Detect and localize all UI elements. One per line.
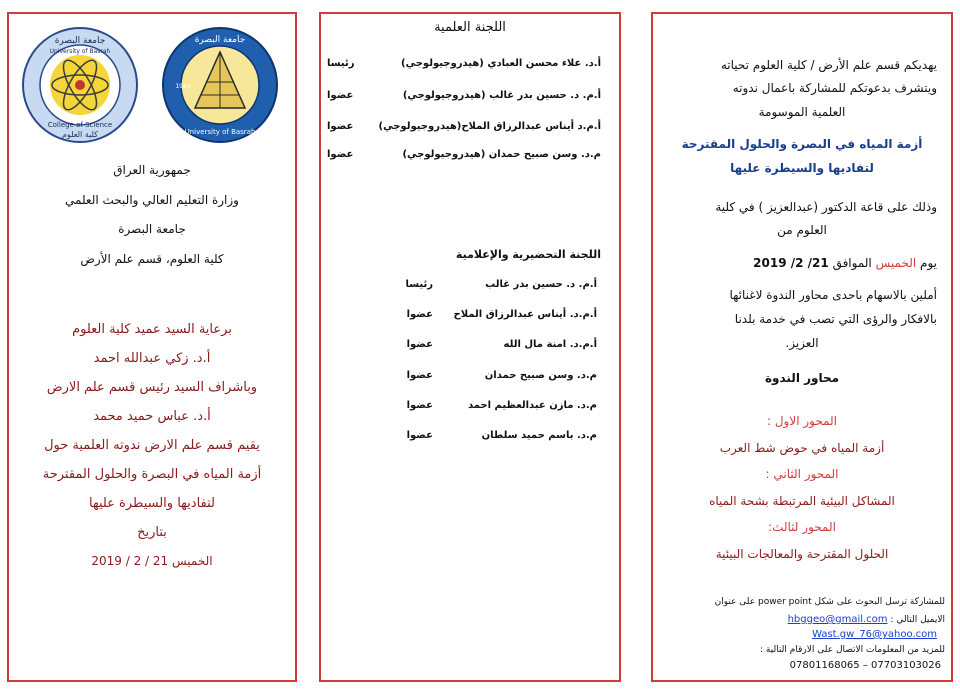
logo-science-line4: كلية العلوم (62, 130, 98, 139)
patron-line-8: بتاريخ (137, 525, 167, 540)
prep-member-1: أ.م. د. حسين بدر غالب (485, 279, 597, 290)
prep-member-4: م.د. وسن صبيح حمدان (484, 370, 597, 381)
prep-member-2: أ.م.د. أيناس عبدالرزاق الملاح (453, 309, 597, 320)
intro-line-3: العلمية الموسومة (758, 105, 846, 119)
hope-line-2: بالافكار والرؤى التي تصب في خدمة بلدنا (734, 312, 937, 326)
contact-email-line (788, 614, 945, 625)
sci-member-2: أ.م. د. حسين بدر غالب (هيدروجيولوجي) (402, 90, 601, 101)
institution-line-4: كلية العلوم، قسم علم الأرض (80, 252, 224, 266)
sci-role-3: عضوا (327, 121, 354, 132)
left-panel (7, 12, 297, 682)
college-of-science-logo (21, 26, 139, 148)
sci-role-4: عضوا (327, 149, 354, 160)
institution-line-2: وزارة التعليم العالي والبحث العلمي (65, 193, 239, 207)
logo-science-line1: جامعة البصرة (54, 36, 106, 46)
contact-phones: 07801168065 – 07703103026 (789, 660, 941, 671)
patron-line-6: أزمة المياه في البصرة والحلول المقترحة (42, 467, 262, 482)
institution-line-3: جامعة البصرة (118, 222, 186, 236)
date-prefix: يوم (920, 256, 937, 270)
email-label: الايميل التالي : (890, 615, 945, 625)
logo-science-line3: College of Science (47, 121, 113, 129)
seminar-title-line-1: أزمة المياه في البصرة والحلول المقترحة (681, 137, 923, 151)
sci-role-2: عضوا (327, 90, 354, 101)
preparatory-committee-title: اللجنة التحضيرية والإعلامية (455, 248, 601, 261)
email-link-gmail[interactable]: hbggeo@gmail.com (787, 614, 888, 625)
scientific-committee-title: اللجنة العلمية (434, 20, 506, 35)
hope-line-1: أملين بالاسهام باحدى محاور الندوة لاغنائها (729, 288, 937, 302)
axis-3-label: المحور لثالث: (768, 520, 836, 534)
prep-role-3: عضوا (406, 339, 433, 350)
axis-2-text: المشاكل البيئية المرتبطة بشحة المياه (709, 494, 895, 508)
prep-member-6: م.د. باسم حميد سلطان (481, 430, 597, 441)
prep-member-5: م.د. مازن عبدالعظيم احمد (467, 400, 597, 411)
venue-line-2: العلوم من (777, 223, 827, 237)
patron-line-7: لتفاديها والسيطرة عليها (88, 496, 215, 511)
prep-role-4: عضوا (406, 370, 433, 381)
sci-member-3: أ.م.د أيناس عبدالرزاق الملاح(هيدروجيولوجي) (378, 121, 601, 132)
prep-role-6: عضوا (406, 430, 433, 441)
middle-panel (319, 12, 621, 682)
contact-line-1: للمشاركة ترسل البحوث على شكل power point على عنوان (714, 597, 945, 607)
university-of-basrah-logo (161, 26, 279, 148)
institution-line-1: جمهورية العراق (113, 163, 191, 177)
logo-university-line2: University of Basrah (184, 128, 256, 136)
intro-line-2: ويتشرف بدعوتكم للمشاركة باعمال ندوته (732, 81, 937, 95)
event-date-line (753, 256, 937, 270)
sci-member-1: أ.د. علاء محسن العبادي (هيدروجيولوجي) (401, 58, 601, 69)
patron-line-4: أ.د. عباس حميد محمد (93, 409, 211, 424)
prep-role-2: عضوا (406, 309, 433, 320)
hope-line-3: العزيز. (785, 336, 819, 350)
patron-line-1: برعاية السيد عميد كلية العلوم (72, 322, 232, 337)
patron-line-3: وباشراف السيد رئيس قسم علم الارض (46, 380, 258, 395)
prep-role-5: عضوا (406, 400, 433, 411)
patron-line-2: أ.د. زكي عبدالله احمد (93, 351, 211, 366)
right-panel (651, 12, 953, 682)
logo-science-line2: University of Basrah (49, 48, 111, 55)
seminar-title-line-2: لتفاديها والسيطرة عليها (730, 161, 874, 175)
logo-university-year: 1964 (175, 83, 191, 90)
sci-role-1: رئيسا (327, 58, 355, 69)
axis-2-label: المحور الثاني : (765, 467, 839, 481)
axis-3-text: الحلول المقترحة والمعالجات البيئية (715, 547, 889, 561)
date-value: 21/ 2/ 2019 (753, 256, 829, 270)
logo-university-line1: جامعة البصرة (194, 35, 246, 45)
date-day: الخميس (875, 256, 917, 270)
intro-line-1: يهديكم قسم علم الأرض / كلية العلوم تحياته (720, 58, 937, 72)
contact-info-line: للمزيد من المعلومات الاتصال على الارقام التالية : (760, 645, 945, 655)
axis-1-text: أزمة المياه في حوض شط العرب (719, 441, 885, 455)
email-link-yahoo[interactable]: Wast.gw_76@yahoo.com (812, 629, 937, 640)
sci-member-4: م.د. وسن صبيح حمدان (هيدروجيولوجي) (402, 149, 601, 160)
prep-member-3: أ.م.د. امنة مال الله (503, 339, 597, 350)
venue-line-1: وذلك على قاعة الدكتور (عبدالعزيز ) في كلية (715, 200, 937, 214)
prep-role-1: رئيسا (405, 279, 433, 290)
date-middle: الموافق (832, 256, 872, 270)
axis-1-label: المحور الاول : (766, 414, 838, 428)
patron-date: الخميس 21 / 2 / 2019 (91, 554, 213, 568)
axes-title: محاور الندوة (764, 371, 840, 385)
patron-line-5: يقيم قسم علم الارض ندوته العلمية حول (44, 438, 260, 453)
